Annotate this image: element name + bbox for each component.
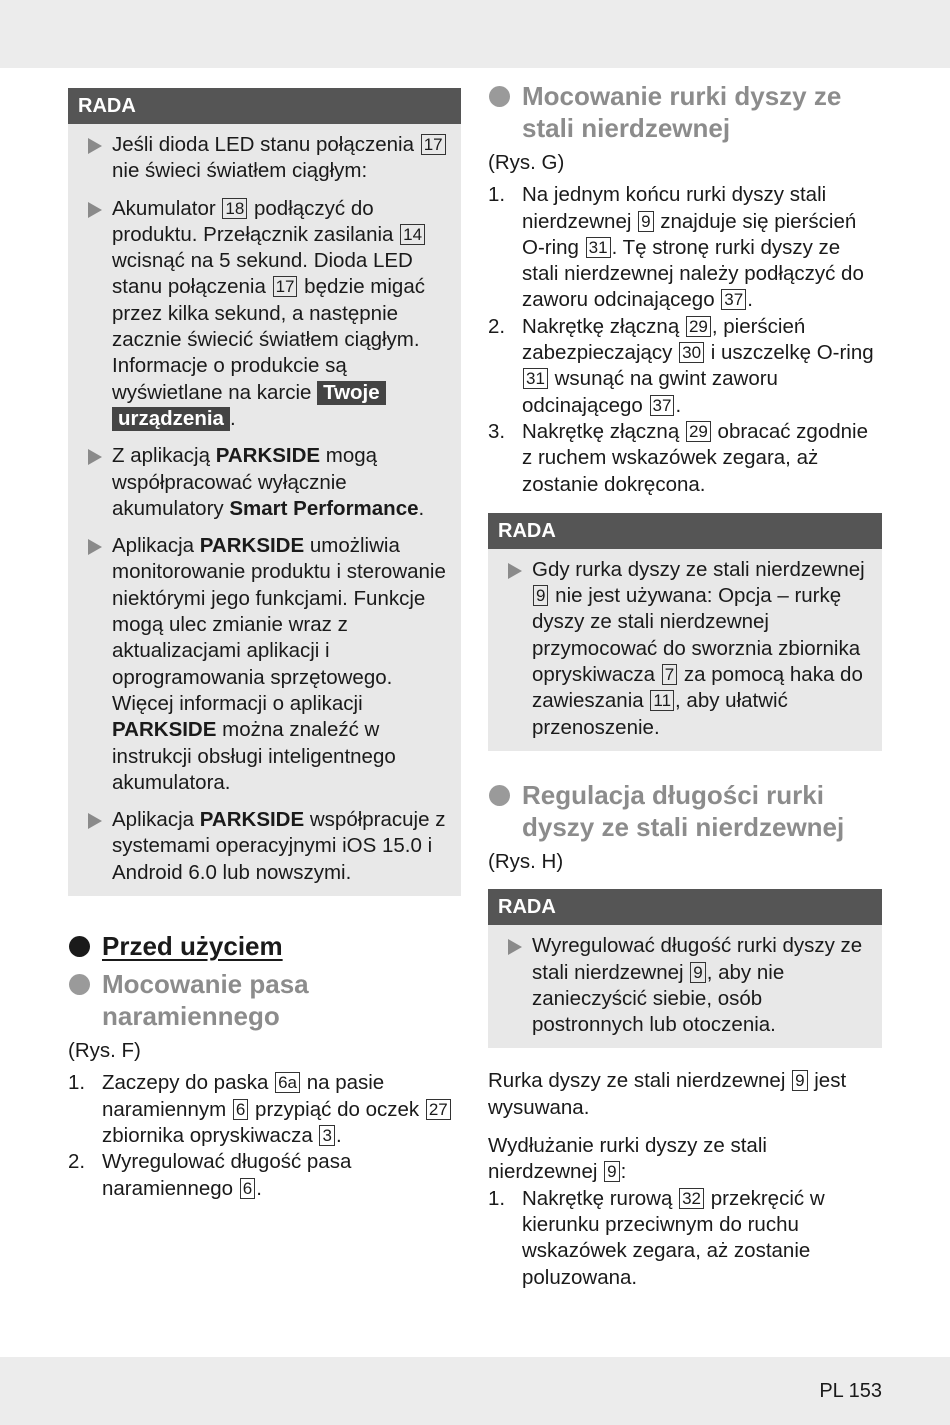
tip-item: Gdy rurka dyszy ze stali nierdzewnej 9 nie jest używana: Opcja – rurkę dyszy ze stali nierdzewnej przymocować do sworznia zbiornika opryskiwacza 7 za pomocą haka do zawieszania 11 , aby ułatwić przenoszenie. — [498, 557, 872, 741]
figure-reference: (Rys. G) — [488, 151, 565, 174]
ui-label-tag: Twoje — [317, 381, 386, 405]
step-number: 1. — [68, 1071, 86, 1095]
tip-item: Wyregulować długość rurki dyszy ze stali nierdzewnej 9 , aby nie zanieczyścić siebie, osób postronnych lub otoczenia. — [498, 933, 872, 1038]
step-item: 2. Wyregulować długość pasa naramiennego 6 . — [68, 1150, 352, 1200]
triangle-bullet-icon — [508, 939, 522, 955]
triangle-bullet-icon — [88, 539, 102, 555]
tip-box-title: RADA — [488, 513, 882, 549]
bold-term: PARKSIDE — [199, 534, 305, 558]
reference-number: 31 — [586, 237, 611, 258]
bullet-dot-icon — [489, 785, 510, 806]
steps-list — [68, 1070, 461, 1201]
page-number: PL 153 — [819, 1380, 882, 1402]
step-item: 3. Nakrętkę złączną 29 obracać zgodnie z ruchem wskazówek zegara, aż zostanie dokręcona. — [488, 419, 868, 496]
reference-number: 31 — [523, 368, 548, 389]
figure-reference: (Rys. F) — [68, 1039, 141, 1063]
tip-box-body — [488, 925, 882, 1048]
tip-box-title: RADA — [488, 889, 882, 925]
bullet-dot-icon — [69, 936, 90, 957]
triangle-bullet-icon — [88, 449, 102, 465]
triangle-bullet-icon — [88, 813, 102, 829]
reference-number: 9 — [533, 585, 548, 606]
step-number: 2. — [68, 1150, 86, 1174]
reference-number: 17 — [421, 134, 446, 155]
step-item: 1. Nakrętkę rurową 32 przekręcić w kierunku przeciwnym do ruchu wskazówek zegara, aż zostanie poluzowana. — [488, 1186, 825, 1289]
steps-list — [488, 182, 882, 498]
reference-number: 32 — [679, 1188, 704, 1209]
reference-number: 27 — [426, 1099, 451, 1120]
reference-number: 14 — [400, 224, 425, 245]
tip-item: Aplikacja PARKSIDE umożliwia monitorowanie produktu i sterowanie niektórymi jego funkcjami. Funkcje mogą ulec zmianie wraz z aktualizacjami aplikacji i oprogramowania sprzętowego. Więcej informacji o aplikacji PARKSIDE można znaleźć w instrukcji obsługi inteligentnego akumulatora. — [78, 533, 451, 796]
tip-item: Jeśli dioda LED stanu połączenia 17 nie świeci światłem ciągłym: — [78, 132, 451, 185]
tip-item: Z aplikacją PARKSIDE mogą współpracować wyłącznie akumulatory Smart Performance. — [78, 443, 451, 522]
reference-number: 17 — [273, 276, 298, 297]
step-item: 2. Nakrętkę złączną 29 , pierścień zabezpieczający 30 i uszczelkę O-ring 31 wsunąć na gwint zaworu odcinającego 37 . — [488, 314, 874, 417]
tip-box — [488, 513, 882, 751]
section-heading: Przed użyciem — [68, 930, 461, 962]
reference-number: 11 — [650, 690, 674, 711]
paragraph: Wydłużanie rurki dyszy ze stali nierdzewnej 9 : — [488, 1134, 767, 1184]
triangle-bullet-icon — [88, 138, 102, 154]
triangle-bullet-icon — [88, 202, 102, 218]
footer-band — [0, 1357, 950, 1425]
reference-number: 7 — [662, 664, 677, 685]
subsection-heading: Mocowanie pasa naramiennego — [68, 968, 461, 1032]
tip-box — [488, 889, 882, 1048]
tip-box-body — [68, 124, 461, 896]
step-item: 1. Zaczepy do paska 6a na pasie naramiennym 6 przypiąć do oczek 27 zbiornika opryskiwacza 3 . — [68, 1070, 461, 1149]
reference-number: 9 — [792, 1070, 807, 1091]
subsection-heading: Mocowanie rurki dyszy ze stali nierdzewnej — [488, 80, 882, 144]
reference-number: 9 — [638, 211, 653, 232]
figure-reference: (Rys. H) — [488, 849, 564, 873]
reference-number: 37 — [650, 395, 675, 416]
tip-box-title: RADA — [68, 88, 461, 124]
bold-term: PARKSIDE — [112, 718, 217, 742]
step-number: 1. — [488, 1186, 506, 1210]
reference-number: 37 — [721, 289, 746, 310]
header-band — [0, 0, 950, 68]
step-item: 1. Na jednym końcu rurki dyszy stali nierdzewnej 9 znajduje się pierścień O-ring 31 . Tę stronę rurki dyszy ze stali nierdzewnej należy podłączyć do zaworu odcinającego 37 . — [488, 183, 864, 312]
bold-term: Smart Performance — [229, 496, 419, 520]
bold-term: PARKSIDE — [199, 808, 305, 832]
reference-number: 6 — [233, 1099, 248, 1120]
step-number: 2. — [488, 314, 506, 338]
bold-term: PARKSIDE — [215, 444, 321, 468]
step-number: 1. — [488, 183, 506, 207]
tip-box — [68, 88, 461, 896]
ui-label-tag: urządzenia — [112, 407, 230, 431]
steps-list — [488, 1186, 882, 1291]
paragraph: Rurka dyszy ze stali nierdzewnej 9 jest wysuwana. — [488, 1069, 847, 1119]
bullet-dot-icon — [489, 86, 510, 107]
right-column — [488, 80, 882, 1291]
reference-number: 6 — [240, 1178, 255, 1199]
bullet-dot-icon — [69, 974, 90, 995]
reference-number: 9 — [690, 962, 705, 983]
tip-item: Aplikacja PARKSIDE współpracuje z systemami operacyjnymi iOS 15.0 i Android 6.0 lub nowszymi. — [78, 807, 451, 886]
reference-number: 30 — [679, 342, 704, 363]
triangle-bullet-icon — [508, 563, 522, 579]
reference-number: 3 — [319, 1125, 334, 1146]
tip-box-body — [488, 549, 882, 751]
subsection-heading: Regulacja długości rurki dyszy ze stali nierdzewnej — [488, 779, 882, 843]
reference-number: 6a — [275, 1072, 300, 1093]
reference-number: 29 — [686, 316, 711, 337]
reference-number: 18 — [222, 198, 247, 219]
reference-number: 9 — [604, 1161, 619, 1182]
tip-item: Akumulator 18 podłączyć do produktu. Przełącznik zasilania 14 wcisnąć na 5 sekund. Dioda LED stanu połączenia 17 będzie migać przez kilka sekund, a następnie zacznie świecić światłem ciągłym. Informacje o produkcie są wyświetlane na karcie Twoje urządzenia . — [78, 196, 451, 433]
step-number: 3. — [488, 419, 506, 443]
reference-number: 29 — [686, 421, 711, 442]
left-column — [68, 88, 461, 1202]
